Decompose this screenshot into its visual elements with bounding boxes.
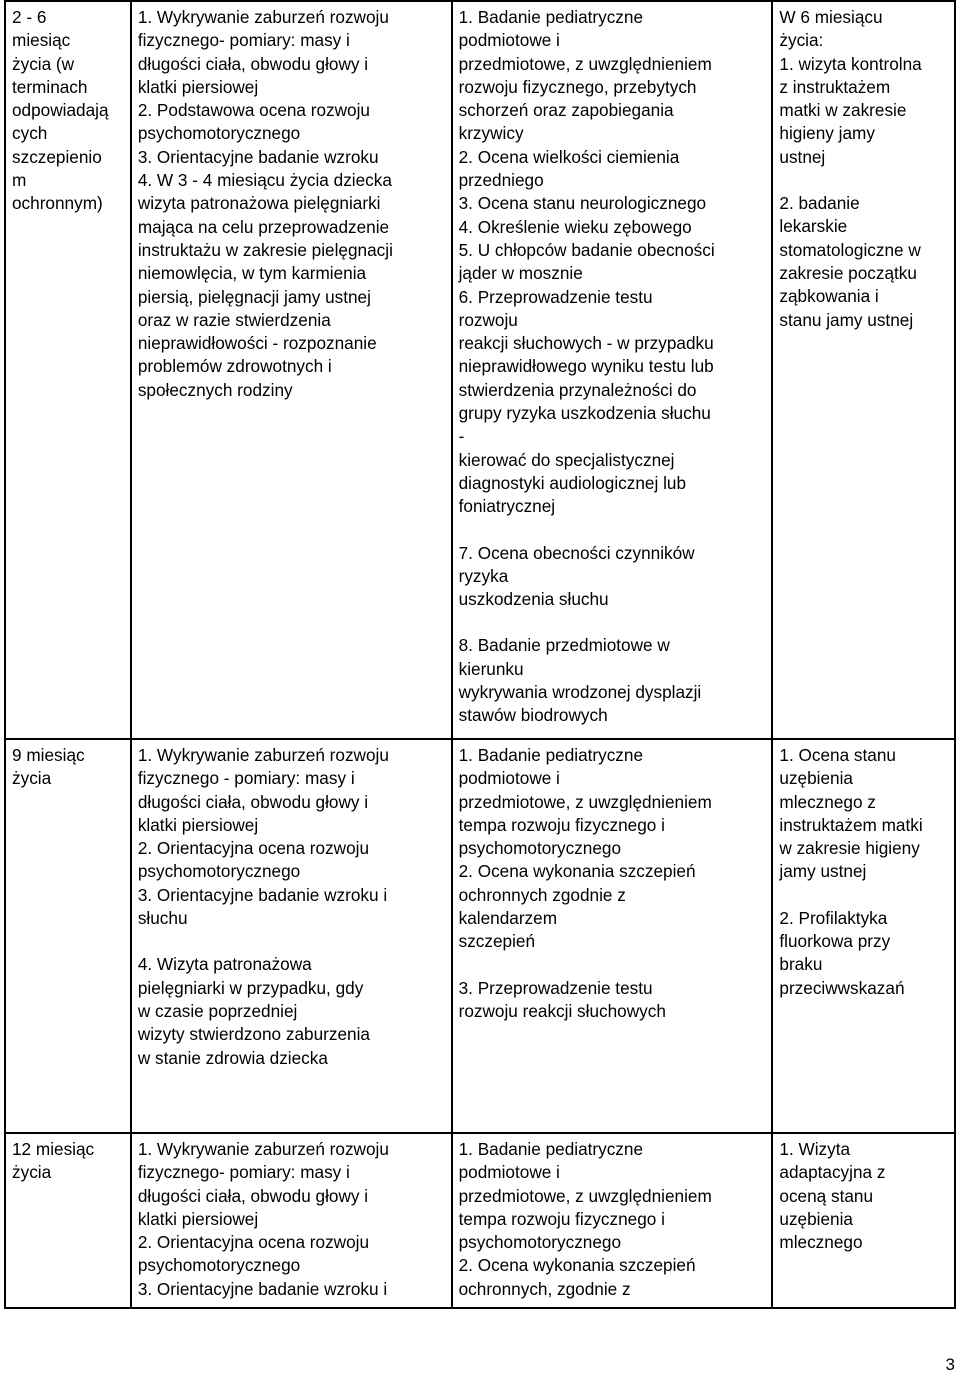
- text-line: społecznych rodziny: [137, 379, 293, 400]
- text-line: rozwoju reakcji słuchowych: [458, 1000, 666, 1021]
- text-line: zakresie początku: [779, 262, 917, 283]
- text-line: w czasie poprzedniej: [137, 1000, 298, 1021]
- text-line: przeciwwskazań: [779, 977, 905, 998]
- text-line: ryzyka: [458, 565, 509, 586]
- text-line: 3. Orientacyjne badanie wzroku: [137, 146, 379, 167]
- text-line: tempa rozwoju fizycznego i: [458, 1208, 665, 1229]
- text-line: stomatologiczne w: [779, 239, 921, 260]
- text-line: 3. Orientacyjne badanie wzroku i: [137, 1278, 388, 1299]
- text-line: klatki piersiowej: [137, 1208, 259, 1229]
- text-line: krzywicy: [458, 123, 524, 144]
- text-line: 8. Badanie przedmiotowe w: [458, 635, 670, 656]
- text-line: instruktażem matki: [779, 814, 923, 835]
- text-line: 1. Badanie pediatryczne: [458, 745, 644, 765]
- text-line: klatki piersiowej: [137, 814, 259, 835]
- text-line: 9 miesiąc: [12, 745, 85, 765]
- text-line: 4. Określenie wieku zębowego: [458, 216, 692, 237]
- text-line: m: [12, 170, 27, 191]
- text-line: stawów biodrowych: [458, 705, 608, 726]
- actions-cell: [131, 1, 452, 739]
- text-line: mlecznego: [779, 1232, 863, 1253]
- text-line: higieny jamy: [779, 123, 875, 144]
- text-line: 2. Podstawowa ocena rozwoju: [137, 100, 370, 121]
- text-line: 2. badanie: [779, 193, 860, 214]
- text-line: W 6 miesiącu: [779, 7, 883, 27]
- text-line: 4. Wizyta patronażowa: [137, 954, 312, 975]
- text-line: 1. Badanie pediatryczne: [458, 1139, 644, 1159]
- text-line: psychomotorycznego: [137, 123, 301, 144]
- exam-cell: [452, 1133, 773, 1308]
- dental-cell: [772, 1133, 955, 1308]
- text-line: 1. wizyta kontrolna: [779, 53, 922, 74]
- text-line: w zakresie higieny: [779, 838, 920, 859]
- text-line: mlecznego z: [779, 791, 876, 812]
- text-line: oceną stanu: [779, 1185, 874, 1206]
- text-line: matki w zakresie: [779, 100, 907, 121]
- text-line: 2. Ocena wielkości ciemienia: [458, 146, 680, 167]
- text-line: fizycznego - pomiary: masy i: [137, 768, 355, 789]
- text-line: reakcji słuchowych - w przypadku: [458, 333, 714, 354]
- text-line: 1. Badanie pediatryczne: [458, 7, 644, 27]
- blank-line: [459, 954, 766, 977]
- text-line: stwierdzenia przynależności do: [458, 379, 697, 400]
- actions-cell: [131, 1133, 452, 1308]
- text-line: przedniego: [458, 170, 544, 191]
- text-line: przedmiotowe, z uwzględnieniem: [458, 1185, 712, 1206]
- text-line: 3. Przeprowadzenie testu: [458, 977, 653, 998]
- text-line: 6. Przeprowadzenie testu: [458, 286, 653, 307]
- blank-line: [138, 930, 445, 953]
- text-line: szczepienio: [12, 146, 102, 167]
- text-line: kierować do specjalistycznej: [458, 449, 675, 470]
- text-line: niemowlęcia, w tym karmienia: [137, 263, 367, 284]
- text-line: 2. Profilaktyka: [779, 907, 888, 928]
- dental-cell: [772, 1, 955, 739]
- text-line: podmiotowe i: [458, 30, 560, 51]
- text-line: 3. Ocena stanu neurologicznego: [458, 193, 707, 214]
- text-line: 12 miesiąc: [12, 1139, 95, 1159]
- text-line: wykrywania wrodzonej dysplazji: [458, 682, 702, 703]
- text-line: rozwoju: [458, 309, 518, 330]
- text-line: 2. Orientacyjna ocena rozwoju: [137, 1232, 370, 1253]
- text-line: 2. Ocena wykonania szczepień: [458, 861, 696, 882]
- page-number: 3: [945, 1355, 955, 1374]
- text-line: klatki piersiowej: [137, 76, 259, 97]
- text-line: instruktażu w zakresie pielęgnacji: [137, 239, 393, 260]
- text-line: diagnostyki audiologicznej lub: [458, 472, 687, 493]
- text-line: lekarskie: [779, 216, 848, 237]
- text-line: 1. Wykrywanie zaburzeń rozwoju: [137, 7, 389, 27]
- exam-cell: [452, 739, 773, 1133]
- text-line: nieprawidłowości - rozpoznanie: [137, 333, 377, 354]
- text-line: pielęgniarki w przypadku, gdy: [137, 977, 364, 998]
- blank-line: [779, 884, 948, 907]
- text-line: 5. U chłopców badanie obecności: [458, 239, 715, 260]
- schedule-table: [4, 0, 956, 1309]
- text-line: adaptacyjna z: [779, 1162, 886, 1183]
- text-line: 2. Ocena wykonania szczepień: [458, 1255, 696, 1276]
- text-line: 7. Ocena obecności czynników: [458, 542, 695, 563]
- text-line: podmiotowe i: [458, 768, 560, 789]
- age-cell: [5, 739, 131, 1133]
- text-line: życia: [12, 768, 52, 789]
- blank-line: [779, 169, 948, 192]
- text-line: 1. Wykrywanie zaburzeń rozwoju: [137, 1139, 389, 1159]
- text-line: przedmiotowe, z uwzględnieniem: [458, 53, 712, 74]
- age-cell: [5, 1133, 131, 1308]
- text-line: ząbkowania i: [779, 286, 879, 307]
- blank-line: [459, 611, 766, 634]
- age-cell: [5, 1, 131, 739]
- text-line: uzębienia: [779, 768, 853, 789]
- text-line: życia: [12, 1162, 52, 1183]
- text-line: grupy ryzyka uszkodzenia słuchu: [458, 403, 711, 424]
- text-line: szczepień: [458, 931, 536, 952]
- exam-cell: [452, 1, 773, 739]
- text-line: wizyty stwierdzono zaburzenia: [137, 1024, 370, 1045]
- text-line: 1. Wizyta: [779, 1139, 851, 1159]
- text-line: ochronnym): [12, 193, 103, 214]
- text-line: 1. Ocena stanu: [779, 745, 896, 765]
- text-line: foniatrycznej: [458, 496, 556, 517]
- text-line: fizycznego- pomiary: masy i: [137, 1162, 350, 1183]
- text-line: ochronnych, zgodnie z: [458, 1278, 631, 1299]
- text-line: słuchu: [137, 908, 188, 929]
- text-line: mająca na celu przeprowadzenie: [137, 216, 390, 237]
- actions-cell: [131, 739, 452, 1133]
- text-line: życia (w: [12, 53, 75, 74]
- text-line: psychomotorycznego: [137, 1255, 301, 1276]
- text-line: jamy ustnej: [779, 861, 867, 882]
- text-line: podmiotowe i: [458, 1162, 560, 1183]
- text-line: stanu jamy ustnej: [779, 309, 914, 330]
- text-line: jąder w mosznie: [458, 263, 583, 284]
- text-line: kierunku: [458, 658, 524, 679]
- text-line: piersią, pielęgnacji jamy ustnej: [137, 286, 371, 307]
- text-line: kalendarzem: [458, 908, 558, 929]
- text-line: fizycznego- pomiary: masy i: [137, 30, 350, 51]
- text-line: 3. Orientacyjne badanie wzroku i: [137, 884, 388, 905]
- text-line: oraz w razie stwierdzenia: [137, 309, 331, 330]
- text-line: problemów zdrowotnych i: [137, 356, 332, 377]
- text-line: długości ciała, obwodu głowy i: [137, 1185, 369, 1206]
- text-line: psychomotorycznego: [458, 1232, 622, 1253]
- text-line: długości ciała, obwodu głowy i: [137, 53, 369, 74]
- text-line: życia:: [779, 30, 824, 51]
- text-line: terminach: [12, 76, 88, 97]
- text-line: wizyta patronażowa pielęgniarki: [137, 193, 381, 214]
- text-line: cych: [12, 123, 48, 144]
- text-line: 1. Wykrywanie zaburzeń rozwoju: [137, 745, 389, 765]
- text-line: schorzeń oraz zapobiegania: [458, 100, 674, 121]
- text-line: 2. Orientacyjna ocena rozwoju: [137, 838, 370, 859]
- text-line: uszkodzenia słuchu: [458, 589, 609, 610]
- text-line: z instruktażem: [779, 76, 891, 97]
- text-line: fluorkowa przy: [779, 931, 891, 952]
- text-line: 2 - 6: [12, 7, 47, 27]
- text-line: długości ciała, obwodu głowy i: [137, 791, 369, 812]
- text-line: tempa rozwoju fizycznego i: [458, 814, 665, 835]
- dental-cell: [772, 739, 955, 1133]
- text-line: ochronnych zgodnie z: [458, 884, 626, 905]
- text-line: 4. W 3 - 4 miesiącu życia dziecka: [137, 170, 392, 191]
- text-line: miesiąc: [12, 30, 71, 51]
- blank-line: [459, 519, 766, 542]
- text-line: ustnej: [779, 146, 826, 167]
- text-line: psychomotorycznego: [458, 838, 622, 859]
- text-line: psychomotorycznego: [137, 861, 301, 882]
- text-line: w stanie zdrowia dziecka: [137, 1047, 328, 1068]
- text-line: braku: [779, 954, 823, 975]
- table-row: [5, 1, 955, 739]
- text-line: uzębienia: [779, 1208, 853, 1229]
- text-line: odpowiadają: [12, 100, 109, 121]
- table-row: [5, 739, 955, 1133]
- text-line: nieprawidłowego wyniku testu lub: [458, 356, 714, 377]
- table-row: [5, 1133, 955, 1308]
- text-line: rozwoju fizycznego, przebytych: [458, 76, 697, 97]
- text-line: przedmiotowe, z uwzględnieniem: [458, 791, 712, 812]
- text-line: -: [458, 426, 465, 447]
